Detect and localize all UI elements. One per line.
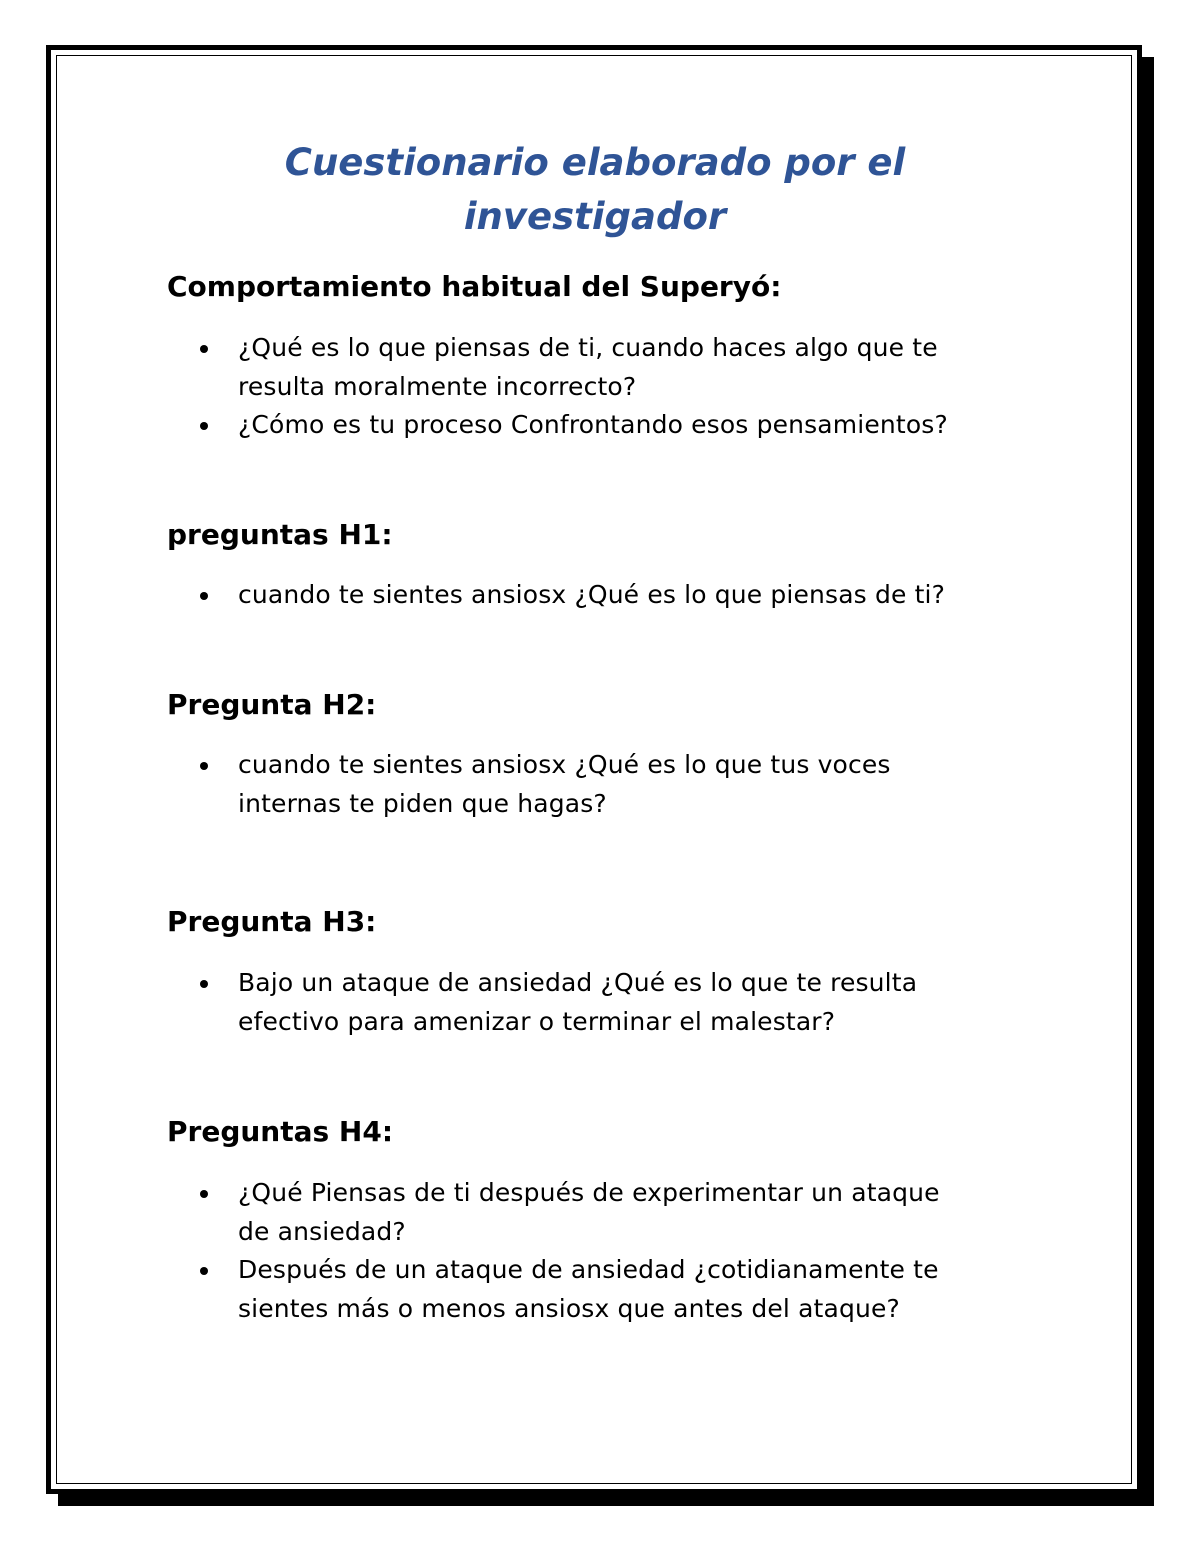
bullet-icon (200, 762, 208, 770)
question-text-line: cuando te sientes ansiosx ¿Qué es lo que tus voces (238, 750, 891, 779)
document-title-line-2: investigador (463, 195, 727, 238)
bullet-icon (200, 1267, 208, 1275)
section-heading-superyo: Comportamiento habitual del Superyó: (167, 270, 782, 303)
section-heading-h3: Pregunta H3: (167, 905, 377, 938)
question-item (238, 406, 1038, 445)
document-title-line-1: Cuestionario elaborado por el (284, 141, 906, 184)
question-item (238, 964, 1038, 1041)
bullet-icon (200, 422, 208, 430)
bullet-icon (200, 592, 208, 600)
question-list-h4 (238, 1174, 1038, 1328)
question-text-line: ¿Qué es lo que piensas de ti, cuando haces algo que te (238, 333, 938, 362)
question-list-h1 (238, 576, 1038, 615)
question-text-line: resulta moralmente incorrecto? (238, 371, 637, 401)
question-text-line: Bajo un ataque de ansiedad ¿Qué es lo que te resulta (238, 968, 918, 997)
question-item (238, 329, 1038, 406)
bullet-icon (200, 1190, 208, 1198)
question-item (238, 1174, 1038, 1251)
question-list-h3 (238, 964, 1038, 1041)
question-list-h2 (238, 746, 1038, 823)
document-title (200, 136, 990, 244)
question-text-line: ¿Cómo es tu proceso Confrontando esos pensamientos? (238, 410, 948, 439)
question-text-line: cuando te sientes ansiosx ¿Qué es lo que piensas de ti? (238, 580, 946, 609)
question-item (238, 1251, 1038, 1328)
question-text-line: sientes más o menos ansiosx que antes del ataque? (238, 1293, 900, 1323)
question-text-line: Después de un ataque de ansiedad ¿cotidianamente te (238, 1255, 939, 1284)
question-list-superyo (238, 329, 1038, 445)
section-heading-h1: preguntas H1: (167, 518, 393, 551)
question-text-line: ¿Qué Piensas de ti después de experimentar un ataque (238, 1178, 940, 1207)
question-item (238, 746, 1038, 823)
question-text-line: internas te piden que hagas? (238, 788, 607, 818)
question-text-line: de ansiedad? (238, 1216, 406, 1246)
question-item (238, 576, 1038, 615)
bullet-icon (200, 345, 208, 353)
question-text-line: efectivo para amenizar o terminar el malestar? (238, 1006, 836, 1036)
section-heading-h4: Preguntas H4: (167, 1115, 394, 1148)
bullet-icon (200, 980, 208, 988)
section-heading-h2: Pregunta H2: (167, 688, 377, 721)
